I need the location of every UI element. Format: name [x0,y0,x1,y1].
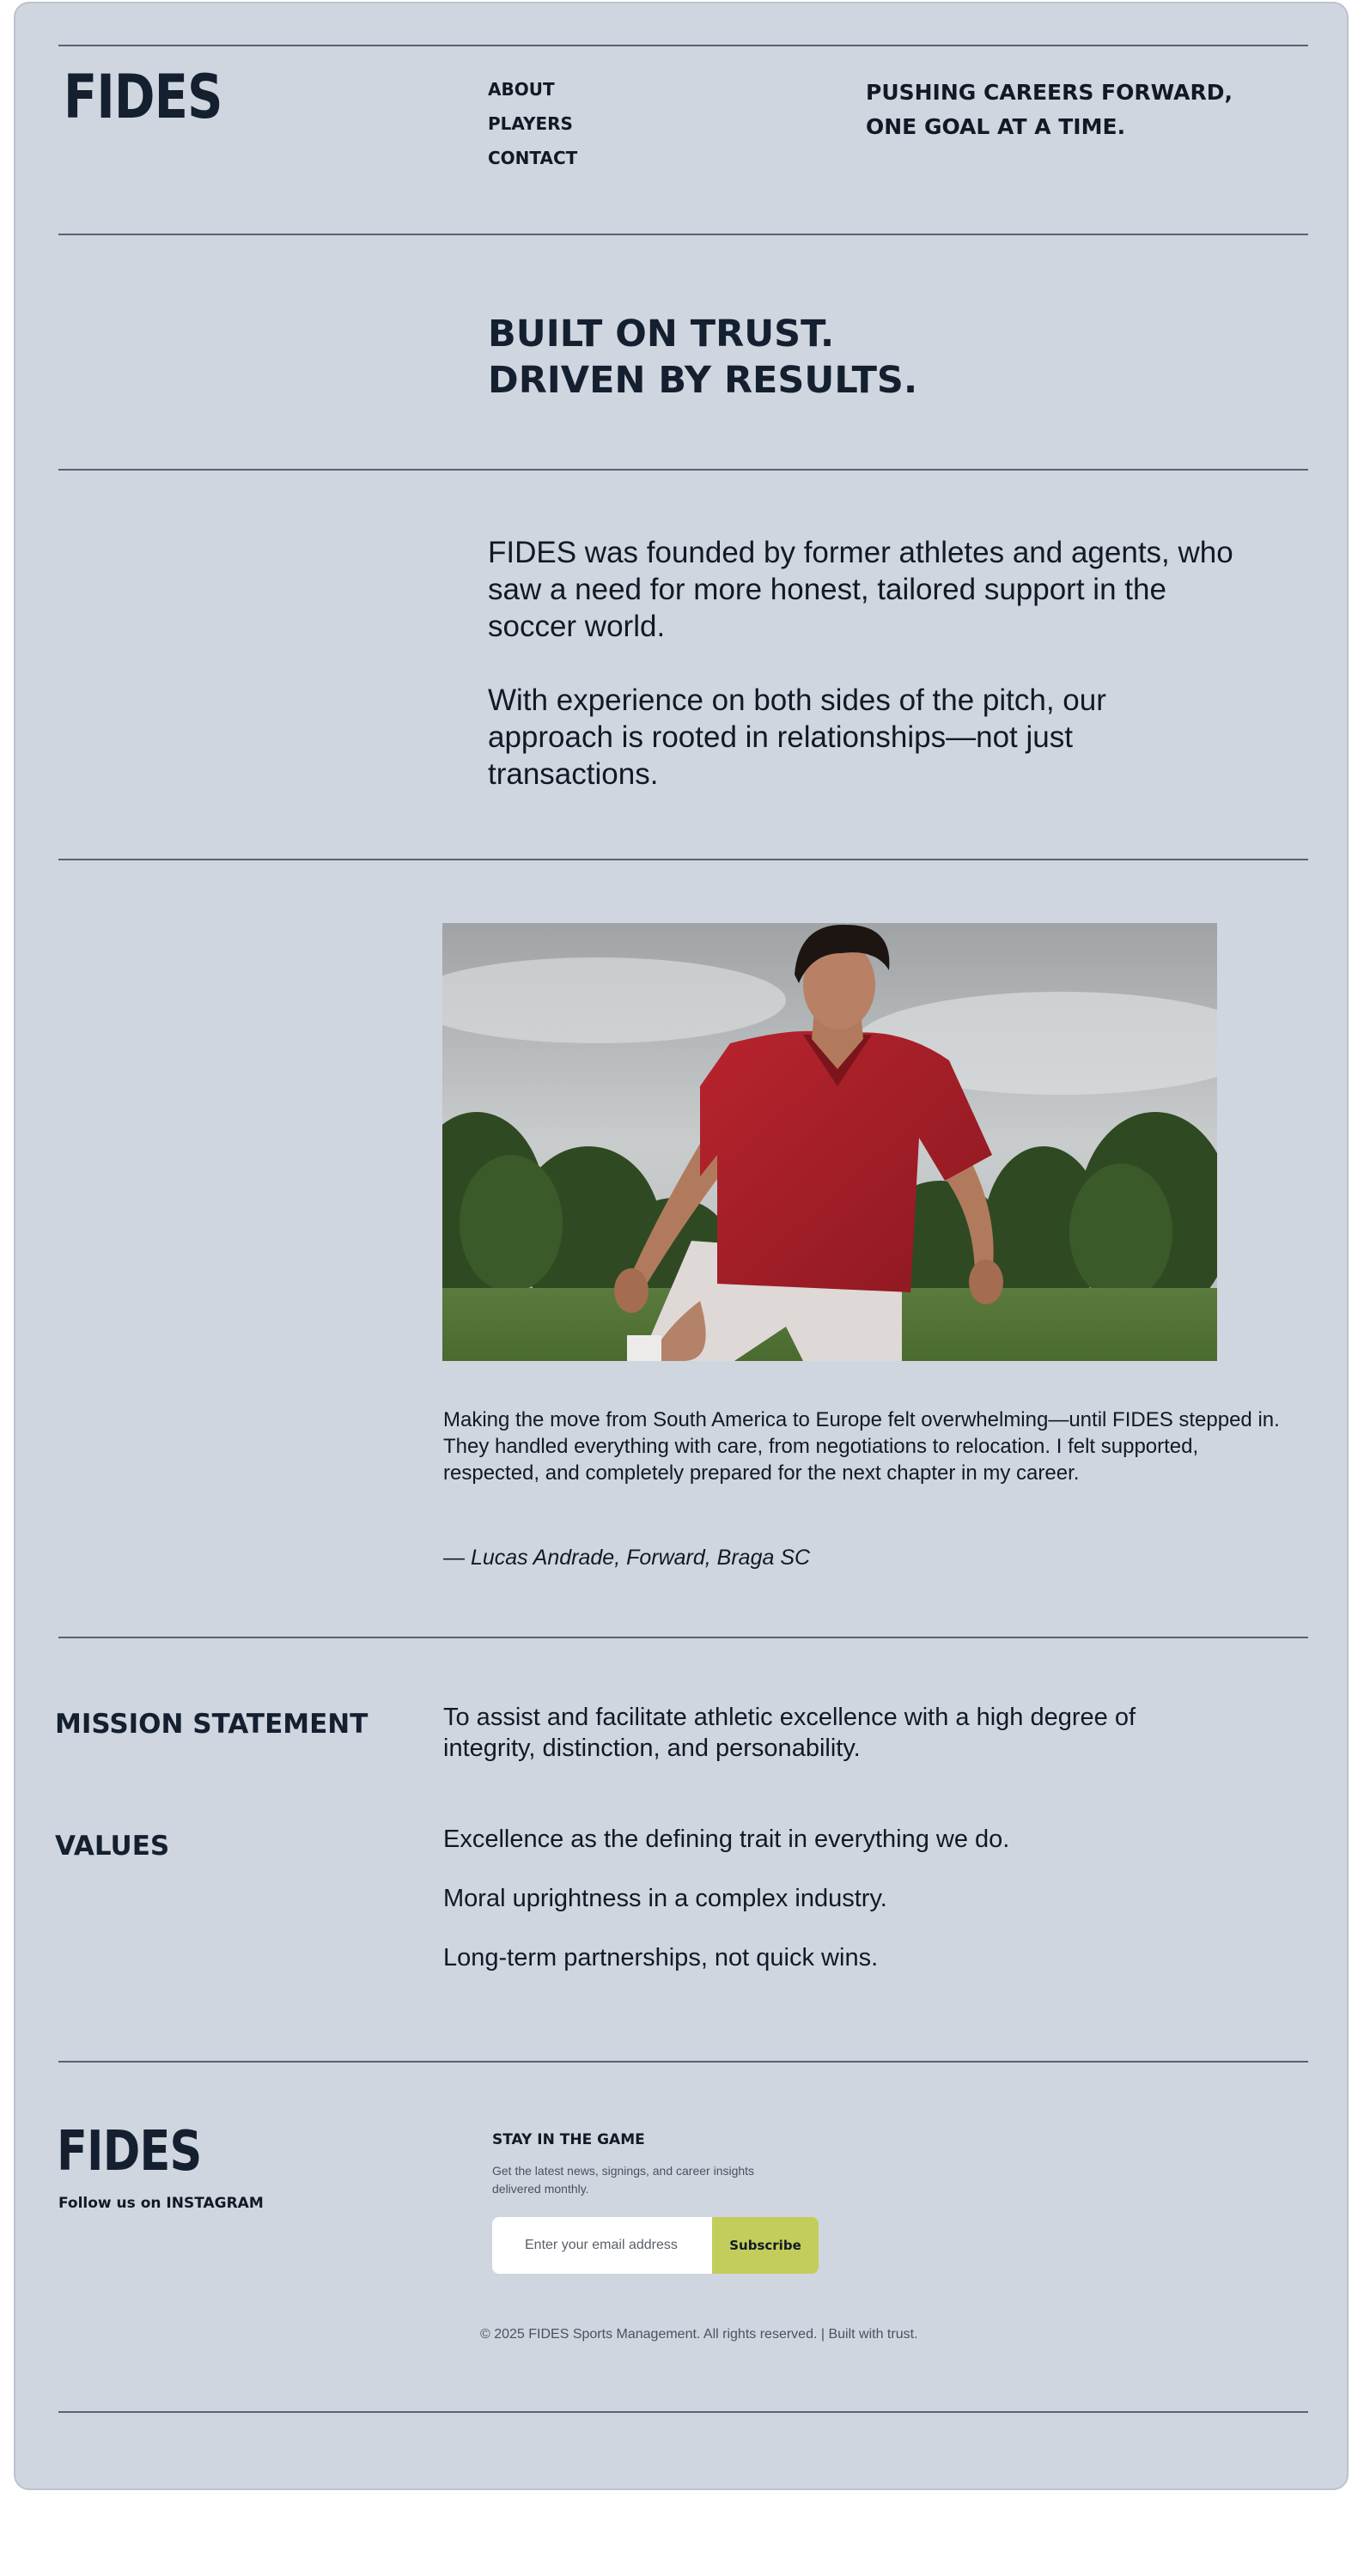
nav-contact[interactable]: CONTACT [488,148,578,168]
divider [58,234,1308,235]
intro-paragraph: With experience on both sides of the pitch, our approach is rooted in relationships—not just transactions. [488,683,1106,791]
value-item: Excellence as the defining trait in everything we do. [443,1826,1010,1853]
divider [58,2411,1308,2413]
divider [58,859,1308,860]
values-list [443,1824,1199,2002]
player-photo [442,923,1217,1361]
divider [58,469,1308,471]
mission-label: MISSION STATEMENT [55,1709,368,1740]
site-logo[interactable]: FIDES [64,62,222,132]
newsletter-description: Get the latest news, signings, and career insights delivered monthly. [492,2164,755,2196]
page-card [14,2,1349,2490]
instagram-link[interactable]: Follow us on INSTAGRAM [58,2195,264,2212]
values-label: VALUES [55,1831,170,1862]
value-item: Moral uprightness in a complex industry. [443,1885,887,1912]
copyright-text: © 2025 FIDES Sports Management. All rights reserved. | Built with trust. [480,2327,918,2342]
newsletter-title: STAY IN THE GAME [492,2131,645,2148]
intro-paragraph: FIDES was founded by former athletes and agents, who saw a need for more honest, tailored support in the soccer world. [488,536,1233,643]
testimonial-quote: Making the move from South America to Europe felt overwhelming—until FIDES stepped in. They handled everything with care, from negotiations to relocation. I felt supported, respected, and completely prepared for the next chapter in my career. [443,1408,1280,1485]
divider [58,45,1308,46]
divider [58,1637,1308,1638]
value-item: Long-term partnerships, not quick wins. [443,1944,879,1971]
mission-text: To assist and facilitate athletic excellence with a high degree of integrity, distinction, and personability. [443,1704,1136,1762]
email-input[interactable] [492,2217,712,2274]
hero-headline: BUILT ON TRUST. DRIVEN BY RESULTS. [488,313,918,402]
subscribe-button[interactable]: Subscribe [712,2217,819,2274]
header-tagline: PUSHING CAREERS FORWARD, ONE GOAL AT A TIME. [866,80,1233,139]
nav-about[interactable]: ABOUT [488,79,555,100]
nav-players[interactable]: PLAYERS [488,113,573,134]
footer-logo[interactable]: FIDES [57,2120,202,2184]
main-nav [488,72,577,175]
intro-text [488,534,1235,829]
divider [58,2061,1308,2063]
testimonial-attribution: — Lucas Andrade, Forward, Braga SC [443,1546,811,1570]
